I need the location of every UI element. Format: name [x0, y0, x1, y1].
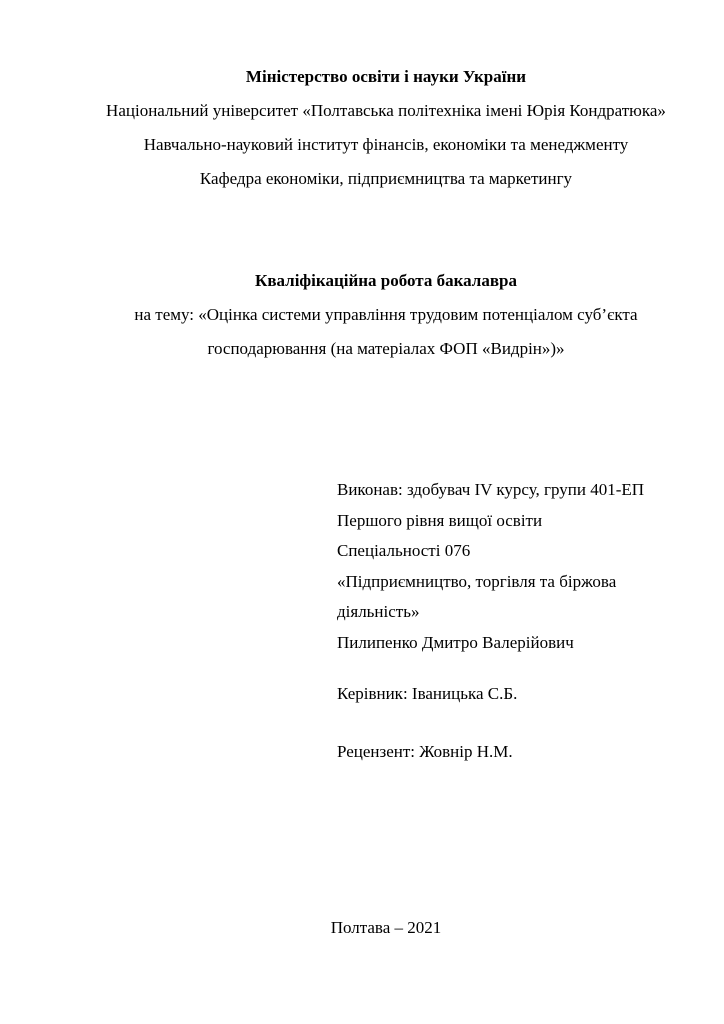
supervisor-line: Керівник: Іваницька С.Б.	[337, 684, 518, 703]
executor-line: Виконав: здобувач IV курсу, групи 401-ЕП	[337, 480, 645, 499]
supervisor-block	[100, 679, 672, 710]
institute-line: Навчально-науковий інститут фінансів, економіки та менеджменту	[143, 135, 629, 154]
header-block	[100, 60, 672, 196]
reviewer-line: Рецензент: Жовнір Н.М.	[337, 741, 513, 761]
department-line: Кафедра економіки, підприємництва та маркетингу	[199, 169, 573, 188]
education-level-line: Першого рівня вищої освіти	[337, 510, 543, 530]
thesis-topic-line-1: на тему: «Оцінка системи управління трудовим потенціалом суб’єкта	[134, 305, 638, 324]
thesis-topic-line-2: господарювання (на матеріалах ФОП «Видрін»)»	[207, 339, 565, 358]
university-line: Національний університет «Полтавська політехніка імені Юрія Кондратюка»	[106, 101, 666, 120]
footer-block	[100, 913, 672, 944]
author-name-line: Пилипенко Дмитро Валерійович	[337, 632, 574, 652]
thesis-title-block	[100, 264, 672, 366]
thesis-type-title: Кваліфікаційна робота бакалавра	[255, 271, 517, 290]
reviewer-block	[100, 737, 672, 768]
city-year-footer: Полтава – 2021	[330, 918, 442, 937]
author-block	[100, 475, 672, 658]
specialty-line: Спеціальності 076	[337, 541, 471, 560]
specialty-name-line-2: діяльність»	[337, 602, 420, 621]
ministry-line: Міністерство освіти і науки України	[245, 67, 527, 86]
specialty-name-line-1: «Підприємництво, торгівля та біржова	[337, 571, 617, 591]
